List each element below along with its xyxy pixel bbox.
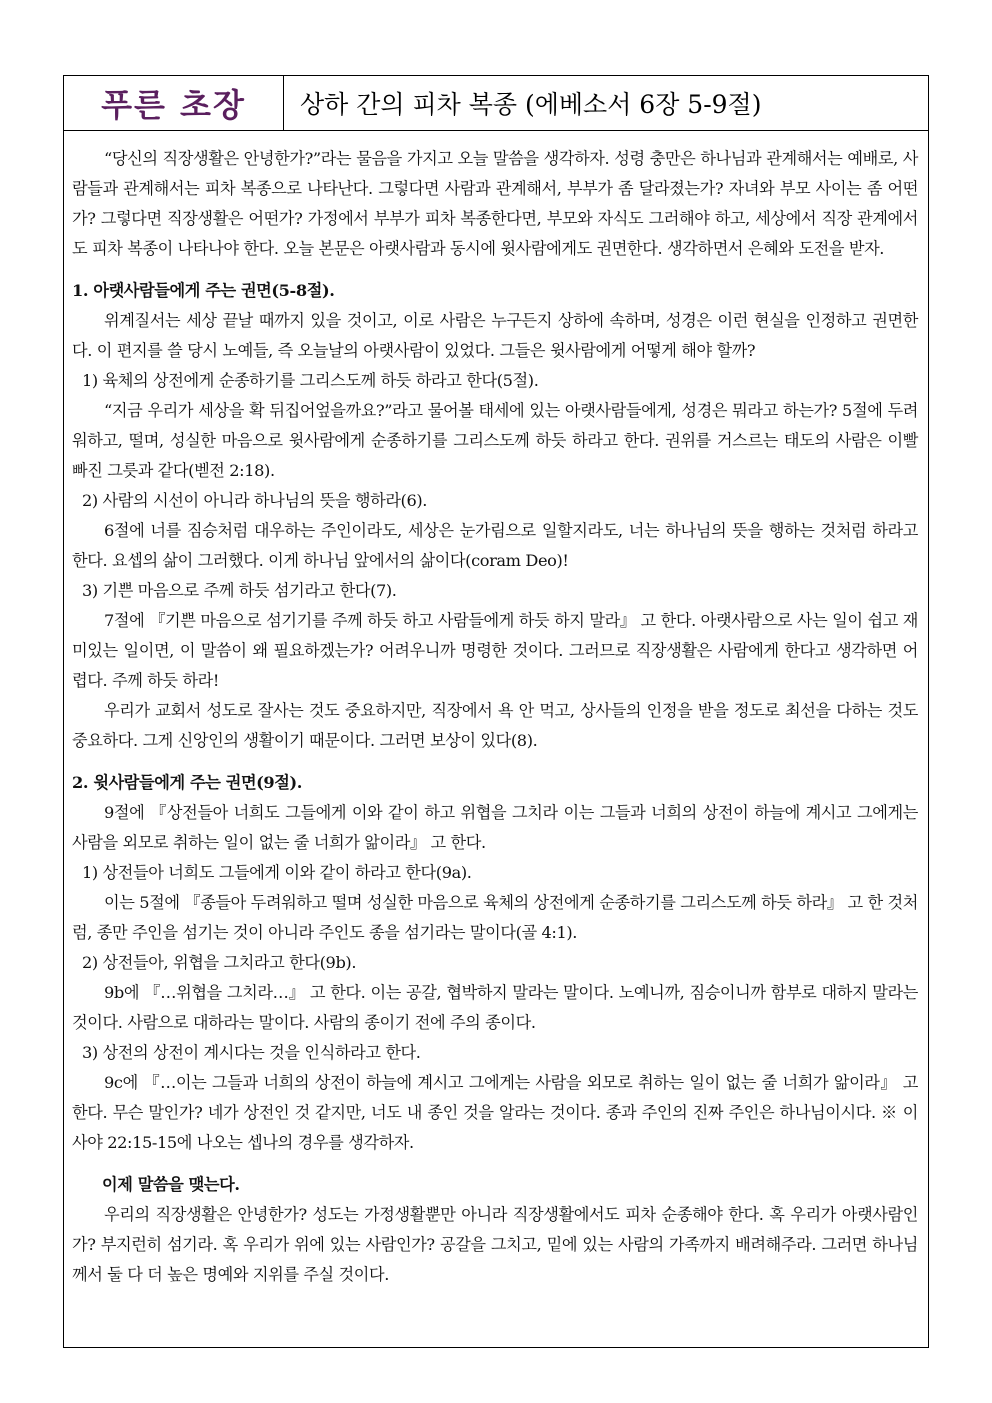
sermon-title: 상하 간의 피차 복종 (에베소서 6장 5-9절) — [300, 90, 762, 119]
intro-paragraph: “당신의 직장생활은 안녕한가?”라는 물음을 가지고 오늘 말씀을 생각하자. 성령 충만은 하나님과 관계해서는 예배로, 사람들과 관계해서는 피차 복종으로 나타난다. 그렇다면 사람과 관계해서, 부부가 좀 달라졌는가? 자녀와 부모 사이는 좀 어떤가? 그렇다면 직장생활은 어떤가? 가정에서 부부가 피차 복종한다면, 부모와 자식도 그러해야 하고, 세상에서 직장 관계에서도 피차 복종이 나타나야 한다. 오늘 본문은 아랫사람과 동시에 윗사람에게도 권면한다. 생각하면서 은혜와 도전을 받자. — [72, 149, 918, 258]
conclusion-heading: 이제 말씀을 맺는다. — [102, 1175, 240, 1194]
section2-point3: 3) 상전의 상전이 계시다는 것을 인식하라고 한다. — [82, 1043, 421, 1062]
section1-point2: 2) 사람의 시선이 아니라 하나님의 뜻을 행하라(6). — [82, 491, 428, 510]
section1-paragraph: 7절에 『기쁜 마음으로 섬기기를 주께 하듯 하고 사람들에게 하듯 하지 말라』 고 한다. 아랫사람으로 사는 일이 쉽고 재미있는 일이면, 이 말씀이 왜 필요하겠는가? 어려우니까 명령한 것이다. 그러므로 직장생활은 사람에게 한다고 생각하면 어렵다. 주께 하듯 하라! — [72, 611, 918, 690]
header-bar — [64, 76, 928, 131]
section1-paragraph: “지금 우리가 세상을 확 뒤집어엎을까요?”라고 물어볼 태세에 있는 아랫사람들에게, 성경은 뭐라고 하는가? 5절에 두려워하고, 떨며, 성실한 마음으로 윗사람에게 순종하기를 그리스도께 하듯 하라고 한다. 권위를 거스르는 태도의 사람은 이빨 빠진 그릇과 같다(벧전 2:18). — [72, 401, 918, 480]
conclusion-paragraph: 우리의 직장생활은 안녕한가? 성도는 가정생활뿐만 아니라 직장생활에서도 피차 순종해야 한다. 혹 우리가 아랫사람인가? 부지런히 섬기라. 혹 우리가 위에 있는 사람인가? 공갈을 그치고, 밑에 있는 사람의 가족까지 배려해주라. 그러면 하나님께서 둘 다 더 높은 명예와 지위를 주실 것이다. — [72, 1205, 918, 1284]
section2-paragraph: 9절에 『상전들아 너희도 그들에게 이와 같이 하고 위협을 그치라 이는 그들과 너희의 상전이 하늘에 계시고 그에게는 사람을 외모로 취하는 일이 없는 줄 너희가 앎이라』 고 한다. — [72, 803, 918, 852]
section2-paragraph: 9c에 『…이는 그들과 너희의 상전이 하늘에 계시고 그에게는 사람을 외모로 취하는 일이 없는 줄 너희가 앎이라』 고 한다. 무슨 말인가? 네가 상전인 것 같지만, 너도 내 종인 것을 알라는 것이다. 종과 주인의 진짜 주인은 하나님이시다. ※ 이사야 22:15-15에 나오는 셉나의 경우를 생각하자. — [72, 1073, 918, 1152]
brand-title: 푸른 초장 — [64, 76, 284, 130]
sermon-frame — [63, 75, 929, 1348]
section1-point1: 1) 육체의 상전에게 순종하기를 그리스도께 하듯 하라고 한다(5절). — [82, 371, 539, 390]
section1-paragraph: 위계질서는 세상 끝날 때까지 있을 것이고, 이로 사람은 누구든지 상하에 속하며, 성경은 이런 현실을 인정하고 권면한다. 이 편지를 쓸 당시 노예들, 즉 오늘날의 아랫사람이 있었다. 그들은 윗사람에게 어떻게 해야 할까? — [72, 311, 918, 360]
section1-paragraph: 우리가 교회서 성도로 잘사는 것도 중요하지만, 직장에서 욕 안 먹고, 상사들의 인정을 받을 정도로 최선을 다하는 것도 중요하다. 그게 신앙인의 생활이기 때문이다. 그러면 보상이 있다(8). — [72, 701, 918, 750]
section2-heading: 2. 윗사람들에게 주는 권면(9절). — [72, 773, 303, 792]
section1-heading: 1. 아랫사람들에게 주는 권면(5-8절). — [72, 281, 335, 300]
section2-point1: 1) 상전들아 너희도 그들에게 이와 같이 하라고 한다(9a). — [82, 863, 472, 882]
sermon-body — [72, 144, 918, 1290]
section1-point3: 3) 기쁜 마음으로 주께 하듯 섬기라고 한다(7). — [82, 581, 397, 600]
section1-paragraph: 6절에 너를 짐승처럼 대우하는 주인이라도, 세상은 눈가림으로 일할지라도, 너는 하나님의 뜻을 행하는 것처럼 하라고 한다. 요셉의 삶이 그러했다. 이게 하나님 앞에서의 삶이다(coram Deo)! — [72, 521, 918, 570]
section2-point2: 2) 상전들아, 위협을 그치라고 한다(9b). — [82, 953, 357, 972]
section2-paragraph: 이는 5절에 『종들아 두려워하고 떨며 성실한 마음으로 육체의 상전에게 순종하기를 그리스도께 하듯 하라』 고 한 것처럼, 종만 주인을 섬기는 것이 아니라 주인도 종을 섬기라는 말이다(골 4:1). — [72, 893, 918, 942]
section2-paragraph: 9b에 『…위협을 그치라…』 고 한다. 이는 공갈, 협박하지 말라는 말이다. 노예니까, 짐승이니까 함부로 대하지 말라는 것이다. 사람으로 대하라는 말이다. 사람의 종이기 전에 주의 종이다. — [72, 983, 918, 1032]
